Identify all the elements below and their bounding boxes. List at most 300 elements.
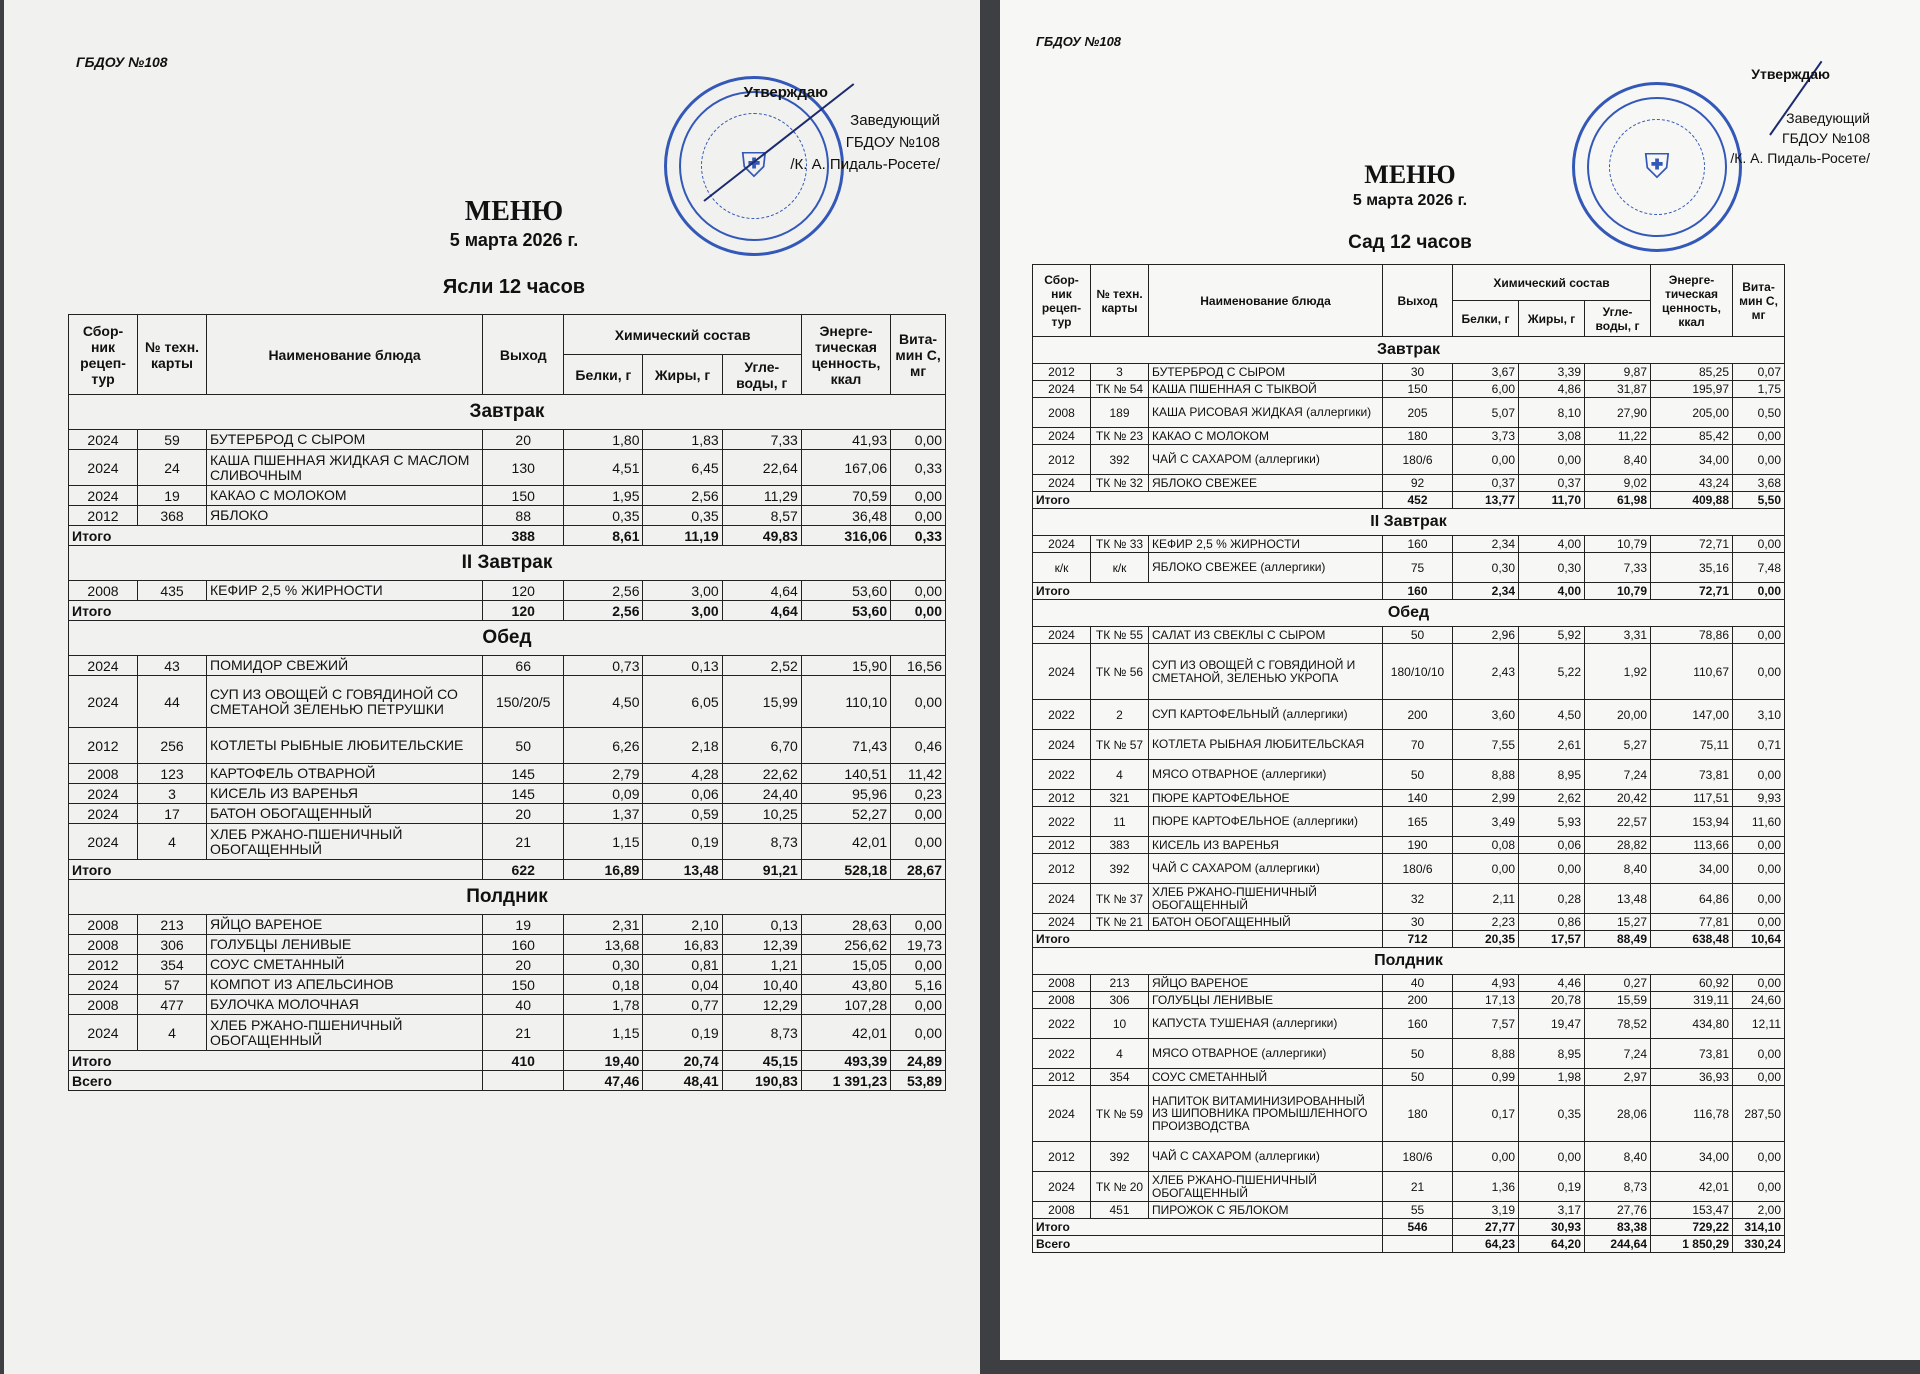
cell-vitamin: 0,00 (891, 430, 946, 450)
cell-dish: КАША РИСОВАЯ ЖИДКАЯ (аллергики) (1149, 398, 1383, 428)
cell-protein: 2,43 (1453, 644, 1519, 700)
cell-card: 435 (138, 581, 207, 601)
cell-collection: 2024 (69, 676, 138, 728)
cell-vitamin: 0,00 (1733, 1039, 1785, 1069)
total-vitamin: 0,00 (1733, 583, 1785, 600)
cell-energy: 35,16 (1651, 553, 1733, 583)
cell-yield: 180/6 (1383, 854, 1453, 884)
cell-fat: 0,59 (643, 804, 722, 824)
cell-dish: СОУС СМЕТАННЫЙ (1149, 1069, 1383, 1086)
cell-fat: 20,78 (1519, 992, 1585, 1009)
total-vitamin: 314,10 (1733, 1219, 1785, 1236)
section-title: Завтрак (1033, 337, 1785, 364)
table-row (1033, 1086, 1785, 1142)
cell-fat: 5,93 (1519, 807, 1585, 837)
grand-total-label: Всего (1033, 1236, 1383, 1253)
total-vitamin: 24,89 (891, 1051, 946, 1071)
col-collection: Сбор- ник рецеп- тур (69, 315, 138, 395)
cell-energy: 85,42 (1651, 428, 1733, 445)
col-collection: Сбор- ник рецеп- тур (1033, 265, 1091, 337)
cell-yield: 30 (1383, 364, 1453, 381)
cell-yield: 145 (483, 784, 564, 804)
cell-carbs: 28,82 (1585, 837, 1651, 854)
cell-yield: 32 (1383, 884, 1453, 914)
cell-collection: 2024 (1033, 381, 1091, 398)
table-row (69, 975, 946, 995)
grand-total-yield (1383, 1236, 1453, 1253)
table-row (1033, 644, 1785, 700)
cell-vitamin: 0,00 (1733, 1172, 1785, 1202)
cell-yield: 50 (1383, 627, 1453, 644)
cell-fat: 5,22 (1519, 644, 1585, 700)
col-carbs: Угле- воды, г (1585, 301, 1651, 337)
cell-fat: 0,19 (1519, 1172, 1585, 1202)
cell-fat: 0,06 (1519, 837, 1585, 854)
cell-carbs: 0,27 (1585, 975, 1651, 992)
cell-card: ТК № 20 (1091, 1172, 1149, 1202)
total-fat: 20,74 (643, 1051, 722, 1071)
cell-dish: ЧАЙ С САХАРОМ (аллергики) (1149, 854, 1383, 884)
cell-fat: 1,98 (1519, 1069, 1585, 1086)
cell-protein: 1,95 (564, 486, 643, 506)
cell-energy: 36,48 (801, 506, 890, 526)
grand-total-vitamin: 53,89 (891, 1071, 946, 1091)
cell-carbs: 1,21 (722, 955, 801, 975)
table-row (69, 506, 946, 526)
cell-card: 451 (1091, 1202, 1149, 1219)
cell-collection: 2012 (69, 506, 138, 526)
menu-date: 5 марта 2026 г. (449, 230, 579, 250)
cell-yield: 160 (1383, 536, 1453, 553)
cell-energy: 434,80 (1651, 1009, 1733, 1039)
cell-energy: 15,05 (801, 955, 890, 975)
cell-card: 11 (1091, 807, 1149, 837)
cell-carbs: 1,92 (1585, 644, 1651, 700)
cell-dish: БАТОН ОБОГАЩЕННЫЙ (1149, 914, 1383, 931)
cell-protein: 3,19 (1453, 1202, 1519, 1219)
cell-fat: 0,86 (1519, 914, 1585, 931)
cell-yield: 20 (483, 430, 564, 450)
cell-vitamin: 0,00 (1733, 914, 1785, 931)
cell-collection: 2012 (1033, 1142, 1091, 1172)
cell-collection: 2024 (1033, 1172, 1091, 1202)
total-protein: 27,77 (1453, 1219, 1519, 1236)
cell-protein: 0,09 (564, 784, 643, 804)
cell-carbs: 6,70 (722, 728, 801, 764)
cell-vitamin: 3,68 (1733, 475, 1785, 492)
cell-protein: 2,56 (564, 581, 643, 601)
cell-vitamin: 0,07 (1733, 364, 1785, 381)
cell-collection: 2008 (69, 581, 138, 601)
cell-dish: НАПИТОК ВИТАМИНИЗИРОВАННЫЙ ИЗ ШИПОВНИКА ПРОМЫШЛЕННОГО ПРОИЗВОДСТВА (1149, 1086, 1383, 1142)
cell-fat: 2,18 (643, 728, 722, 764)
cell-vitamin: 0,00 (1733, 854, 1785, 884)
cell-collection: 2012 (1033, 790, 1091, 807)
table-row (69, 804, 946, 824)
cell-dish: ХЛЕБ РЖАНО-ПШЕНИЧНЫЙ ОБОГАЩЕННЫЙ (207, 1015, 483, 1051)
cell-energy: 147,00 (1651, 700, 1733, 730)
cell-yield: 40 (1383, 975, 1453, 992)
approval-title: Утверждаю (1751, 66, 1830, 82)
cell-dish: КОТЛЕТА РЫБНАЯ ЛЮБИТЕЛЬСКАЯ (1149, 730, 1383, 760)
total-row (69, 860, 946, 880)
cell-card: ТК № 56 (1091, 644, 1149, 700)
cell-vitamin: 0,00 (891, 676, 946, 728)
total-protein: 2,56 (564, 601, 643, 621)
cell-vitamin: 9,93 (1733, 790, 1785, 807)
cell-energy: 73,81 (1651, 1039, 1733, 1069)
total-yield: 452 (1383, 492, 1453, 509)
cell-card: 44 (138, 676, 207, 728)
total-yield: 622 (483, 860, 564, 880)
total-row (1033, 583, 1785, 600)
approval-name: /К. А. Пидаль-Росете/ (790, 156, 940, 173)
cell-fat: 5,92 (1519, 627, 1585, 644)
cell-energy: 73,81 (1651, 760, 1733, 790)
cell-card: 59 (138, 430, 207, 450)
cell-energy: 85,25 (1651, 364, 1733, 381)
cell-carbs: 22,64 (722, 450, 801, 486)
section-row (1033, 948, 1785, 975)
cell-energy: 72,71 (1651, 536, 1733, 553)
cell-fat: 0,37 (1519, 475, 1585, 492)
cell-yield: 92 (1383, 475, 1453, 492)
institution-label: ГБДОУ №108 (1036, 34, 1122, 49)
cell-fat: 6,05 (643, 676, 722, 728)
cell-carbs: 15,27 (1585, 914, 1651, 931)
cell-dish: ЯБЛОКО СВЕЖЕЕ (1149, 475, 1383, 492)
table-row (1033, 854, 1785, 884)
table-row (69, 430, 946, 450)
cell-energy: 78,86 (1651, 627, 1733, 644)
section-title: Полдник (1033, 948, 1785, 975)
total-label: Итого (1033, 931, 1383, 948)
total-label: Итого (69, 526, 483, 546)
total-protein: 19,40 (564, 1051, 643, 1071)
cell-vitamin: 0,00 (891, 506, 946, 526)
cell-fat: 3,08 (1519, 428, 1585, 445)
cell-energy: 205,00 (1651, 398, 1733, 428)
cell-energy: 41,93 (801, 430, 890, 450)
cell-vitamin: 0,00 (1733, 837, 1785, 854)
table-row (1033, 445, 1785, 475)
cell-carbs: 7,33 (722, 430, 801, 450)
cell-card: ТК № 59 (1091, 1086, 1149, 1142)
menu-sheet-kindergarten (1000, 0, 1920, 1360)
cell-energy: 116,78 (1651, 1086, 1733, 1142)
menu-table (1032, 264, 1785, 1253)
cell-collection: 2024 (1033, 884, 1091, 914)
cell-carbs: 9,87 (1585, 364, 1651, 381)
grand-total-energy: 1 391,23 (801, 1071, 890, 1091)
cell-energy: 110,67 (1651, 644, 1733, 700)
cell-dish: ЧАЙ С САХАРОМ (аллергики) (1149, 445, 1383, 475)
cell-collection: 2024 (1033, 644, 1091, 700)
total-fat: 11,70 (1519, 492, 1585, 509)
table-row (1033, 1142, 1785, 1172)
cell-fat: 0,77 (643, 995, 722, 1015)
table-row (1033, 992, 1785, 1009)
cell-vitamin: 0,33 (891, 450, 946, 486)
table-row (69, 676, 946, 728)
cell-fat: 0,19 (643, 824, 722, 860)
cell-vitamin: 287,50 (1733, 1086, 1785, 1142)
cell-dish: КАША ПШЕННАЯ С ТЫКВОЙ (1149, 381, 1383, 398)
col-protein: Белки, г (564, 355, 643, 395)
cell-collection: 2024 (69, 656, 138, 676)
cell-vitamin: 0,00 (891, 995, 946, 1015)
cell-vitamin: 0,00 (1733, 428, 1785, 445)
cell-yield: 88 (483, 506, 564, 526)
cell-yield: 75 (1383, 553, 1453, 583)
page-title: МЕНЮ (1364, 160, 1456, 189)
cell-energy: 64,86 (1651, 884, 1733, 914)
total-yield: 388 (483, 526, 564, 546)
cell-card: 3 (138, 784, 207, 804)
cell-yield: 66 (483, 656, 564, 676)
cell-protein: 2,99 (1453, 790, 1519, 807)
cell-card: 4 (1091, 1039, 1149, 1069)
cell-yield: 150 (1383, 381, 1453, 398)
cell-fat: 3,17 (1519, 1202, 1585, 1219)
cell-carbs: 22,57 (1585, 807, 1651, 837)
coat-of-arms-icon: ⛨ (1644, 147, 1670, 186)
cell-dish: ПЮРЕ КАРТОФЕЛЬНОЕ (1149, 790, 1383, 807)
cell-card: ТК № 37 (1091, 884, 1149, 914)
total-vitamin: 0,33 (891, 526, 946, 546)
cell-energy: 195,97 (1651, 381, 1733, 398)
cell-carbs: 8,57 (722, 506, 801, 526)
approval-org: ГБДОУ №108 (845, 134, 940, 151)
cell-carbs: 10,79 (1585, 536, 1651, 553)
cell-yield: 160 (1383, 1009, 1453, 1039)
cell-collection: 2024 (1033, 914, 1091, 931)
table-row (69, 935, 946, 955)
cell-fat: 2,62 (1519, 790, 1585, 807)
cell-protein: 6,26 (564, 728, 643, 764)
cell-collection: 2008 (1033, 975, 1091, 992)
cell-yield: 19 (483, 915, 564, 935)
cell-energy: 75,11 (1651, 730, 1733, 760)
total-row (1033, 931, 1785, 948)
cell-carbs: 9,02 (1585, 475, 1651, 492)
cell-protein: 3,49 (1453, 807, 1519, 837)
cell-energy: 256,62 (801, 935, 890, 955)
cell-card: ТК № 55 (1091, 627, 1149, 644)
cell-yield: 145 (483, 764, 564, 784)
cell-collection: 2022 (1033, 1009, 1091, 1039)
cell-yield: 140 (1383, 790, 1453, 807)
total-yield: 410 (483, 1051, 564, 1071)
total-fat: 13,48 (643, 860, 722, 880)
cell-fat: 4,28 (643, 764, 722, 784)
table-row (1033, 428, 1785, 445)
cell-energy: 36,93 (1651, 1069, 1733, 1086)
total-fat: 30,93 (1519, 1219, 1585, 1236)
cell-energy: 34,00 (1651, 445, 1733, 475)
total-carbs: 91,21 (722, 860, 801, 880)
cell-protein: 3,60 (1453, 700, 1519, 730)
cell-yield: 160 (483, 935, 564, 955)
cell-yield: 130 (483, 450, 564, 486)
cell-card: 4 (138, 824, 207, 860)
grand-total-yield (483, 1071, 564, 1091)
total-carbs: 83,38 (1585, 1219, 1651, 1236)
cell-carbs: 8,40 (1585, 445, 1651, 475)
cell-fat: 1,83 (643, 430, 722, 450)
cell-dish: ЯЙЦО ВАРЕНОЕ (1149, 975, 1383, 992)
cell-energy: 153,94 (1651, 807, 1733, 837)
cell-carbs: 7,24 (1585, 1039, 1651, 1069)
cell-protein: 1,15 (564, 1015, 643, 1051)
section-title: II Завтрак (69, 546, 946, 581)
cell-card: 256 (138, 728, 207, 764)
cell-protein: 7,55 (1453, 730, 1519, 760)
cell-collection: 2008 (69, 764, 138, 784)
cell-protein: 0,08 (1453, 837, 1519, 854)
cell-card: 213 (1091, 975, 1149, 992)
cell-dish: СОУС СМЕТАННЫЙ (207, 955, 483, 975)
cell-yield: 180/6 (1383, 445, 1453, 475)
cell-protein: 13,68 (564, 935, 643, 955)
cell-fat: 3,00 (643, 581, 722, 601)
cell-collection: к/к (1033, 553, 1091, 583)
cell-protein: 0,73 (564, 656, 643, 676)
cell-yield: 50 (1383, 1069, 1453, 1086)
cell-collection: 2008 (69, 935, 138, 955)
cell-vitamin: 0,00 (1733, 760, 1785, 790)
cell-vitamin: 16,56 (891, 656, 946, 676)
cell-carbs: 4,64 (722, 581, 801, 601)
cell-energy: 15,90 (801, 656, 890, 676)
cell-dish: КАША ПШЕННАЯ ЖИДКАЯ С МАСЛОМ СЛИВОЧНЫМ (207, 450, 483, 486)
approval-position: Заведующий (850, 112, 940, 129)
cell-energy: 167,06 (801, 450, 890, 486)
cell-fat: 3,39 (1519, 364, 1585, 381)
cell-dish: СУП ИЗ ОВОЩЕЙ С ГОВЯДИНОЙ СО СМЕТАНОЙ ЗЕЛЕНЬЮ ПЕТРУШКИ (207, 676, 483, 728)
section-title: II Завтрак (1033, 509, 1785, 536)
cell-fat: 8,95 (1519, 760, 1585, 790)
col-carbs: Угле- воды, г (722, 355, 801, 395)
table-row (69, 824, 946, 860)
section-title: Полдник (69, 880, 946, 915)
cell-carbs: 8,40 (1585, 1142, 1651, 1172)
total-fat: 3,00 (643, 601, 722, 621)
cell-yield: 30 (1383, 914, 1453, 931)
cell-collection: 2012 (69, 955, 138, 975)
cell-yield: 50 (483, 728, 564, 764)
cell-energy: 42,01 (801, 824, 890, 860)
total-vitamin: 0,00 (891, 601, 946, 621)
cell-dish: ХЛЕБ РЖАНО-ПШЕНИЧНЫЙ ОБОГАЩЕННЫЙ (1149, 884, 1383, 914)
cell-collection: 2024 (69, 784, 138, 804)
total-label: Итого (69, 601, 483, 621)
cell-energy: 70,59 (801, 486, 890, 506)
cell-dish: САЛАТ ИЗ СВЕКЛЫ С СЫРОМ (1149, 627, 1383, 644)
table-row (69, 764, 946, 784)
cell-card: 57 (138, 975, 207, 995)
cell-yield: 55 (1383, 1202, 1453, 1219)
cell-energy: 140,51 (801, 764, 890, 784)
col-dish: Наименование блюда (207, 315, 483, 395)
cell-energy: 52,27 (801, 804, 890, 824)
total-fat: 17,57 (1519, 931, 1585, 948)
total-row (1033, 492, 1785, 509)
cell-vitamin: 1,75 (1733, 381, 1785, 398)
cell-dish: МЯСО ОТВАРНОЕ (аллергики) (1149, 1039, 1383, 1069)
table-row (1033, 627, 1785, 644)
cell-card: 392 (1091, 1142, 1149, 1172)
cell-card: 24 (138, 450, 207, 486)
section-row (1033, 600, 1785, 627)
cell-fat: 0,13 (643, 656, 722, 676)
cell-vitamin: 0,00 (1733, 445, 1785, 475)
cell-vitamin: 0,00 (1733, 884, 1785, 914)
cell-yield: 120 (483, 581, 564, 601)
cell-carbs: 3,31 (1585, 627, 1651, 644)
cell-carbs: 20,00 (1585, 700, 1651, 730)
cell-fat: 4,50 (1519, 700, 1585, 730)
cell-yield: 21 (1383, 1172, 1453, 1202)
cell-fat: 2,10 (643, 915, 722, 935)
cell-dish: БУТЕРБРОД С СЫРОМ (207, 430, 483, 450)
cell-dish: КОМПОТ ИЗ АПЕЛЬСИНОВ (207, 975, 483, 995)
cell-protein: 8,88 (1453, 1039, 1519, 1069)
cell-fat: 0,00 (1519, 854, 1585, 884)
grand-total-vitamin: 330,24 (1733, 1236, 1785, 1253)
cell-protein: 2,11 (1453, 884, 1519, 914)
cell-dish: ГОЛУБЦЫ ЛЕНИВЫЕ (1149, 992, 1383, 1009)
cell-card: 321 (1091, 790, 1149, 807)
cell-carbs: 8,73 (722, 824, 801, 860)
cell-dish: БУЛОЧКА МОЛОЧНАЯ (207, 995, 483, 1015)
cell-dish: СУП КАРТОФЕЛЬНЫЙ (аллергики) (1149, 700, 1383, 730)
approval-block (1590, 64, 1870, 168)
cell-card: ТК № 21 (1091, 914, 1149, 931)
section-row (1033, 337, 1785, 364)
table-row (69, 955, 946, 975)
cell-dish: МЯСО ОТВАРНОЕ (аллергики) (1149, 760, 1383, 790)
cell-energy: 319,11 (1651, 992, 1733, 1009)
cell-carbs: 20,42 (1585, 790, 1651, 807)
table-row (1033, 536, 1785, 553)
cell-carbs: 12,29 (722, 995, 801, 1015)
cell-fat: 0,19 (643, 1015, 722, 1051)
cell-card: 477 (138, 995, 207, 1015)
table-row (1033, 1039, 1785, 1069)
cell-energy: 117,51 (1651, 790, 1733, 807)
col-card: № техн. карты (138, 315, 207, 395)
cell-collection: 2012 (1033, 854, 1091, 884)
grand-total-carbs: 244,64 (1585, 1236, 1651, 1253)
cell-carbs: 78,52 (1585, 1009, 1651, 1039)
total-row (69, 601, 946, 621)
cell-yield: 21 (483, 1015, 564, 1051)
approval-block (640, 82, 940, 176)
cell-yield: 50 (1383, 1039, 1453, 1069)
cell-yield: 21 (483, 824, 564, 860)
cell-carbs: 2,52 (722, 656, 801, 676)
cell-vitamin: 0,50 (1733, 398, 1785, 428)
cell-collection: 2024 (1033, 730, 1091, 760)
total-carbs: 61,98 (1585, 492, 1651, 509)
cell-card: ТК № 54 (1091, 381, 1149, 398)
table-row (1033, 1172, 1785, 1202)
table-row (1033, 1202, 1785, 1219)
total-vitamin: 28,67 (891, 860, 946, 880)
total-yield: 120 (483, 601, 564, 621)
cell-protein: 2,34 (1453, 536, 1519, 553)
